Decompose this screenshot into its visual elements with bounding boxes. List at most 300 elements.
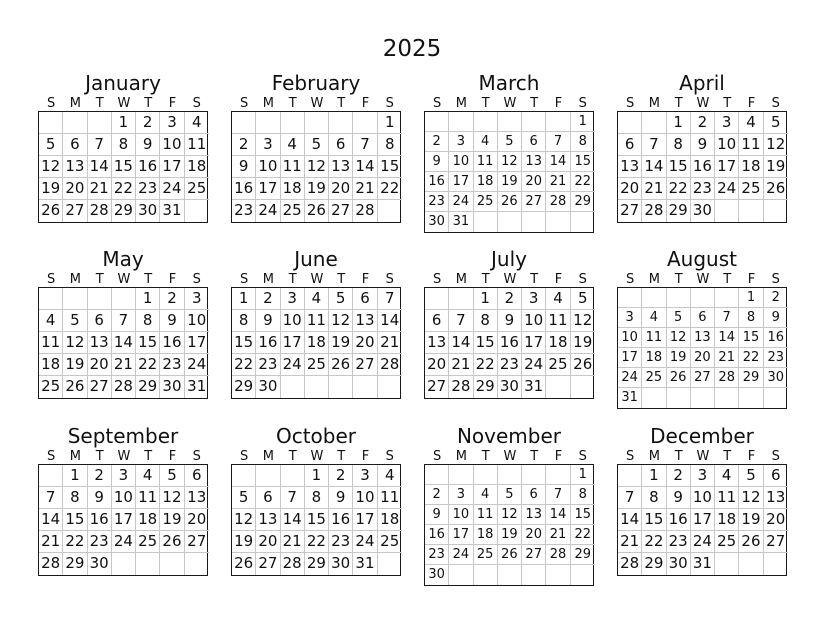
day-cell: 17 [112, 509, 136, 531]
day-cell: 25 [739, 178, 763, 200]
day-cell: 16 [136, 156, 160, 178]
day-cell: 2 [256, 288, 280, 310]
day-cell: 8 [136, 310, 160, 332]
empty-day-cell [691, 388, 715, 408]
weekday-label: W [117, 449, 131, 464]
weekday-label: S [385, 272, 394, 287]
weekday-label: F [361, 449, 370, 464]
day-cell: 25 [474, 192, 498, 212]
day-cell: 29 [667, 200, 691, 222]
empty-day-cell [739, 553, 763, 575]
day-cell: 19 [160, 509, 184, 531]
day-cell: 14 [618, 509, 642, 531]
day-cell: 5 [498, 485, 522, 505]
weekday-label: F [554, 96, 563, 111]
day-cell: 7 [39, 487, 63, 509]
month-title: February [271, 71, 361, 95]
empty-day-cell [618, 465, 642, 487]
month-title: March [478, 71, 540, 95]
day-cell: 6 [256, 487, 280, 509]
day-cell: 27 [691, 368, 715, 388]
day-cell: 24 [160, 178, 184, 200]
weekday-label: S [771, 449, 780, 464]
day-grid [38, 464, 208, 576]
day-cell: 4 [715, 465, 739, 487]
day-cell: 2 [764, 288, 788, 308]
empty-day-cell [160, 553, 184, 575]
weekday-label: T [288, 272, 297, 287]
day-cell: 4 [378, 465, 402, 487]
day-cell: 4 [642, 308, 666, 328]
day-cell: 15 [571, 505, 595, 525]
day-cell: 14 [353, 156, 377, 178]
empty-day-cell [112, 288, 136, 310]
month-september [38, 423, 208, 576]
day-cell: 7 [715, 308, 739, 328]
day-cell: 4 [305, 288, 329, 310]
day-cell: 30 [88, 553, 112, 575]
day-cell: 22 [63, 531, 87, 553]
day-cell: 30 [329, 553, 353, 575]
day-cell: 1 [571, 112, 595, 132]
day-cell: 26 [667, 368, 691, 388]
day-cell: 28 [715, 368, 739, 388]
day-cell: 9 [691, 134, 715, 156]
day-cell: 20 [522, 172, 546, 192]
day-cell: 8 [112, 134, 136, 156]
day-cell: 8 [378, 134, 402, 156]
day-cell: 18 [378, 509, 402, 531]
day-cell: 16 [88, 509, 112, 531]
day-cell: 22 [474, 354, 498, 376]
day-cell: 23 [88, 531, 112, 553]
empty-day-cell [715, 288, 739, 308]
day-cell: 13 [764, 487, 788, 509]
weekday-header [39, 96, 208, 111]
day-cell: 28 [281, 553, 305, 575]
day-cell: 6 [329, 134, 353, 156]
weekday-label: M [648, 272, 660, 287]
empty-day-cell [715, 388, 739, 408]
day-cell: 25 [281, 200, 305, 222]
day-cell: 24 [185, 354, 209, 376]
day-cell: 16 [425, 172, 449, 192]
day-cell: 7 [449, 310, 473, 332]
day-cell: 27 [88, 376, 112, 398]
day-cell: 22 [305, 531, 329, 553]
month-title: October [275, 424, 357, 448]
day-cell: 1 [305, 465, 329, 487]
day-cell: 20 [618, 178, 642, 200]
day-cell: 9 [425, 505, 449, 525]
weekday-label: M [455, 272, 467, 287]
day-cell: 10 [112, 487, 136, 509]
day-cell: 2 [425, 132, 449, 152]
day-cell: 28 [353, 200, 377, 222]
weekday-header [232, 272, 401, 287]
day-cell: 23 [667, 531, 691, 553]
day-cell: 19 [498, 525, 522, 545]
day-cell: 27 [522, 192, 546, 212]
empty-day-cell [642, 112, 666, 134]
day-cell: 18 [739, 156, 763, 178]
day-cell: 22 [571, 525, 595, 545]
day-cell: 18 [546, 332, 570, 354]
day-cell: 28 [378, 354, 402, 376]
day-cell: 15 [378, 156, 402, 178]
day-cell: 2 [136, 112, 160, 134]
day-cell: 13 [425, 332, 449, 354]
day-cell: 27 [63, 200, 87, 222]
month-july [424, 246, 594, 399]
day-cell: 5 [39, 134, 63, 156]
empty-day-cell [39, 288, 63, 310]
day-cell: 29 [305, 553, 329, 575]
day-cell: 14 [449, 332, 473, 354]
weekday-label: T [530, 272, 539, 287]
empty-day-cell [88, 288, 112, 310]
day-cell: 26 [232, 553, 256, 575]
day-cell: 8 [474, 310, 498, 332]
day-cell: 22 [232, 354, 256, 376]
weekday-label: M [69, 449, 81, 464]
day-cell: 25 [546, 354, 570, 376]
empty-day-cell [425, 465, 449, 485]
day-cell: 1 [571, 465, 595, 485]
day-cell: 15 [232, 332, 256, 354]
day-cell: 28 [546, 192, 570, 212]
day-cell: 20 [425, 354, 449, 376]
day-cell: 19 [764, 156, 788, 178]
day-cell: 21 [546, 525, 570, 545]
day-cell: 28 [546, 545, 570, 565]
day-cell: 6 [63, 134, 87, 156]
month-title: July [491, 247, 527, 271]
day-cell: 25 [715, 531, 739, 553]
day-cell: 2 [232, 134, 256, 156]
day-cell: 22 [136, 354, 160, 376]
day-cell: 5 [160, 465, 184, 487]
day-cell: 31 [187, 377, 207, 395]
day-cell: 15 [667, 156, 691, 178]
day-cell: 21 [618, 531, 642, 553]
weekday-label: S [47, 272, 56, 287]
day-cell: 14 [546, 152, 570, 172]
day-grid [231, 287, 401, 399]
weekday-label: T [95, 96, 104, 111]
weekday-label: S [578, 96, 587, 111]
day-cell: 31 [522, 376, 546, 398]
day-cell: 13 [329, 156, 353, 178]
weekday-header [618, 96, 787, 111]
day-cell: 31 [618, 388, 642, 408]
day-cell: 1 [112, 112, 136, 134]
day-cell: 4 [474, 132, 498, 152]
day-cell: 17 [185, 332, 209, 354]
day-cell: 2 [691, 112, 715, 134]
day-cell: 26 [329, 354, 353, 376]
weekday-label: T [674, 449, 683, 464]
day-cell: 29 [232, 376, 256, 398]
day-cell: 28 [112, 376, 136, 398]
day-cell: 26 [764, 178, 788, 200]
empty-day-cell [425, 288, 449, 310]
day-cell: 20 [185, 509, 209, 531]
day-cell: 26 [739, 531, 763, 553]
day-cell: 3 [522, 288, 546, 310]
day-cell: 13 [522, 152, 546, 172]
day-cell: 16 [498, 332, 522, 354]
weekday-label: T [674, 96, 683, 111]
day-cell: 10 [353, 487, 377, 509]
weekday-label: T [95, 272, 104, 287]
day-cell: 5 [63, 310, 87, 332]
weekday-label: S [192, 96, 201, 111]
weekday-label: T [723, 449, 732, 464]
day-cell: 28 [88, 200, 112, 222]
empty-day-cell [232, 465, 256, 487]
day-cell: 9 [232, 156, 256, 178]
day-cell: 10 [522, 310, 546, 332]
weekday-label: F [747, 96, 756, 111]
day-cell: 24 [449, 192, 473, 212]
empty-day-cell [764, 553, 788, 575]
empty-day-cell [353, 376, 377, 398]
empty-day-cell [546, 376, 570, 398]
weekday-label: T [481, 96, 490, 111]
empty-day-cell [112, 553, 136, 575]
day-cell: 16 [256, 332, 280, 354]
weekday-header [618, 272, 787, 287]
day-cell: 1 [232, 288, 256, 310]
weekday-label: T [288, 449, 297, 464]
day-cell: 9 [329, 487, 353, 509]
weekday-label: W [310, 272, 324, 287]
weekday-label: W [503, 449, 517, 464]
day-cell: 6 [764, 465, 788, 487]
day-cell: 18 [185, 156, 209, 178]
day-cell: 8 [63, 487, 87, 509]
empty-day-cell [136, 553, 160, 575]
weekday-label: W [696, 96, 710, 111]
day-grid [617, 464, 787, 576]
day-cell: 16 [691, 156, 715, 178]
day-cell: 26 [498, 192, 522, 212]
day-cell: 17 [715, 156, 739, 178]
empty-day-cell [329, 376, 353, 398]
day-cell: 11 [474, 505, 498, 525]
day-cell: 6 [618, 134, 642, 156]
day-grid [424, 287, 594, 399]
weekday-label: S [192, 272, 201, 287]
day-cell: 19 [63, 354, 87, 376]
day-cell: 12 [305, 156, 329, 178]
weekday-label: S [240, 96, 249, 111]
day-cell: 7 [281, 487, 305, 509]
day-cell: 12 [667, 328, 691, 348]
weekday-label: M [455, 96, 467, 111]
month-january [38, 70, 208, 223]
empty-day-cell [498, 112, 522, 132]
weekday-label: S [240, 449, 249, 464]
day-cell: 22 [667, 178, 691, 200]
day-cell: 25 [474, 545, 498, 565]
day-cell: 20 [691, 348, 715, 368]
empty-day-cell [281, 112, 305, 134]
day-cell: 19 [39, 178, 63, 200]
day-cell: 9 [498, 310, 522, 332]
day-cell: 18 [281, 178, 305, 200]
day-cell: 28 [449, 376, 473, 398]
day-cell: 26 [571, 354, 595, 376]
month-title: September [67, 424, 179, 448]
empty-day-cell [63, 112, 87, 134]
day-cell: 7 [112, 310, 136, 332]
day-cell: 7 [353, 134, 377, 156]
day-grid [38, 287, 208, 399]
empty-day-cell [63, 288, 87, 310]
day-cell: 3 [449, 132, 473, 152]
empty-day-cell [449, 112, 473, 132]
day-cell: 12 [739, 487, 763, 509]
weekday-label: S [385, 449, 394, 464]
day-cell: 26 [305, 200, 329, 222]
day-grid [38, 111, 208, 223]
empty-day-cell [474, 565, 498, 585]
day-cell: 4 [281, 134, 305, 156]
day-cell: 22 [378, 178, 402, 200]
day-cell: 14 [88, 156, 112, 178]
weekday-label: S [578, 272, 587, 287]
day-cell: 13 [256, 509, 280, 531]
day-cell: 11 [378, 487, 402, 509]
day-cell: 29 [739, 368, 763, 388]
month-title: December [650, 424, 754, 448]
empty-day-cell [498, 465, 522, 485]
day-cell: 8 [642, 487, 666, 509]
weekday-header [425, 96, 594, 111]
day-grid [424, 464, 594, 586]
day-cell: 9 [256, 310, 280, 332]
day-cell: 26 [39, 200, 63, 222]
weekday-label: F [554, 449, 563, 464]
day-cell: 29 [642, 553, 666, 575]
day-cell: 18 [39, 354, 63, 376]
day-cell: 18 [715, 509, 739, 531]
weekday-label: T [481, 449, 490, 464]
day-cell: 9 [764, 308, 788, 328]
month-august [617, 246, 787, 409]
day-cell: 3 [715, 112, 739, 134]
day-cell: 24 [522, 354, 546, 376]
day-cell: 28 [39, 553, 63, 575]
weekday-label: T [288, 96, 297, 111]
day-cell: 6 [425, 310, 449, 332]
empty-day-cell [642, 388, 666, 408]
day-cell: 8 [667, 134, 691, 156]
weekday-label: F [168, 449, 177, 464]
empty-day-cell [546, 465, 570, 485]
empty-day-cell [329, 112, 353, 134]
empty-day-cell [522, 565, 546, 585]
empty-day-cell [667, 388, 691, 408]
day-cell: 15 [571, 152, 595, 172]
empty-day-cell [498, 212, 522, 232]
day-cell: 2 [329, 465, 353, 487]
day-cell: 19 [329, 332, 353, 354]
weekday-label: S [240, 272, 249, 287]
day-cell: 27 [522, 545, 546, 565]
weekday-label: M [648, 96, 660, 111]
weekday-label: M [455, 449, 467, 464]
day-cell: 20 [63, 178, 87, 200]
month-title: April [679, 71, 725, 95]
day-cell: 9 [667, 487, 691, 509]
empty-day-cell [185, 553, 209, 575]
weekday-label: W [696, 449, 710, 464]
weekday-label: S [433, 96, 442, 111]
weekday-header [232, 96, 401, 111]
empty-day-cell [642, 288, 666, 308]
day-cell: 12 [39, 156, 63, 178]
empty-day-cell [378, 200, 402, 222]
day-cell: 6 [185, 465, 209, 487]
day-cell: 6 [353, 288, 377, 310]
empty-day-cell [449, 288, 473, 310]
day-cell: 30 [160, 376, 184, 398]
weekday-label: T [530, 96, 539, 111]
empty-day-cell [449, 465, 473, 485]
day-cell: 11 [185, 134, 209, 156]
day-cell: 24 [112, 531, 136, 553]
weekday-label: T [95, 449, 104, 464]
weekday-label: T [530, 449, 539, 464]
day-cell: 5 [232, 487, 256, 509]
month-title: May [102, 247, 144, 271]
day-cell: 4 [546, 288, 570, 310]
day-grid [617, 287, 787, 409]
day-cell: 15 [112, 156, 136, 178]
month-november [424, 423, 594, 586]
day-grid [231, 464, 401, 576]
day-cell: 23 [425, 545, 449, 565]
day-cell: 13 [63, 156, 87, 178]
day-cell: 12 [160, 487, 184, 509]
day-cell: 14 [546, 505, 570, 525]
month-march [424, 70, 594, 233]
day-cell: 24 [353, 531, 377, 553]
day-cell: 5 [329, 288, 353, 310]
weekday-label: S [626, 449, 635, 464]
day-cell: 12 [329, 310, 353, 332]
day-cell: 23 [764, 348, 788, 368]
empty-day-cell [546, 112, 570, 132]
weekday-label: T [481, 272, 490, 287]
weekday-label: T [337, 272, 346, 287]
day-cell: 17 [256, 178, 280, 200]
day-cell: 24 [618, 368, 642, 388]
month-october [231, 423, 401, 576]
day-cell: 10 [160, 134, 184, 156]
day-cell: 1 [667, 112, 691, 134]
day-cell: 13 [185, 487, 209, 509]
weekday-header [39, 272, 208, 287]
day-cell: 15 [474, 332, 498, 354]
day-grid [424, 111, 594, 233]
day-cell: 21 [449, 354, 473, 376]
empty-day-cell [522, 112, 546, 132]
day-cell: 22 [739, 348, 763, 368]
